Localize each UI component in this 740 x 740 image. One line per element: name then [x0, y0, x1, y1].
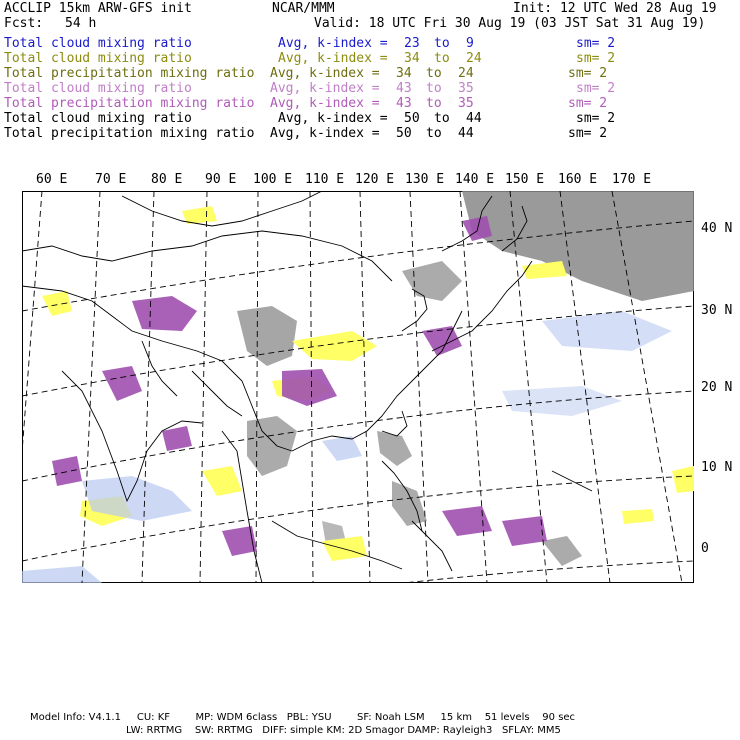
field-k-end: 24	[458, 66, 474, 81]
field-k-end: 35	[458, 96, 474, 111]
field-name: Total cloud mixing ratio	[4, 81, 192, 96]
longitude-label: 120 E	[355, 172, 395, 187]
map-panel	[22, 191, 694, 583]
field-name: Total cloud mixing ratio	[4, 36, 192, 51]
latitude-label: 0	[701, 541, 709, 556]
field-k-start: 34	[404, 51, 420, 66]
field-avg-label: Avg, k-index =	[270, 126, 380, 141]
field-k-end: 44	[466, 111, 482, 126]
field-k-start: 50	[404, 111, 420, 126]
field-name: Total precipitation mixing ratio	[4, 126, 255, 141]
longitude-label: 160 E	[558, 172, 598, 187]
field-name: Total cloud mixing ratio	[4, 51, 192, 66]
longitude-label: 170 E	[612, 172, 652, 187]
field-k-start: 50	[396, 126, 412, 141]
longitude-label: 150 E	[505, 172, 545, 187]
field-name: Total precipitation mixing ratio	[4, 66, 255, 81]
longitude-label: 100 E	[253, 172, 293, 187]
field-to: to	[426, 66, 442, 81]
field-k-start: 34	[396, 66, 412, 81]
field-to: to	[434, 111, 450, 126]
field-to: to	[426, 96, 442, 111]
center-label: NCAR/MMM	[272, 1, 335, 16]
field-to: to	[426, 81, 442, 96]
longitude-label: 110 E	[305, 172, 345, 187]
field-avg-label: Avg, k-index =	[270, 81, 380, 96]
field-smoothing: sm= 2	[568, 96, 608, 111]
field-k-start: 23	[404, 36, 420, 51]
field-k-end: 35	[458, 81, 474, 96]
longitude-label: 60 E	[36, 172, 68, 187]
longitude-label: 130 E	[405, 172, 445, 187]
field-smoothing: sm= 2	[576, 51, 616, 66]
field-to: to	[434, 51, 450, 66]
field-k-start: 43	[396, 81, 412, 96]
field-name: Total precipitation mixing ratio	[4, 96, 255, 111]
longitude-label: 140 E	[455, 172, 495, 187]
field-smoothing: sm= 2	[568, 126, 608, 141]
longitude-label: 70 E	[95, 172, 127, 187]
field-k-end: 24	[466, 51, 482, 66]
field-to: to	[426, 126, 442, 141]
field-k-end: 44	[458, 126, 474, 141]
field-smoothing: sm= 2	[576, 36, 616, 51]
field-contour-fill	[52, 456, 82, 486]
longitude-label: 90 E	[205, 172, 237, 187]
field-avg-label: Avg, k-index =	[270, 66, 380, 81]
field-avg-label: Avg, k-index =	[278, 36, 388, 51]
latitude-label: 20 N	[701, 380, 733, 395]
fcst-value: 54 h	[65, 16, 97, 31]
fcst-label: Fcst:	[4, 16, 44, 31]
field-smoothing: sm= 2	[576, 111, 616, 126]
valid-time: Valid: 18 UTC Fri 30 Aug 19 (03 JST Sat 31 Aug 19)	[314, 16, 706, 31]
field-to: to	[434, 36, 450, 51]
field-smoothing: sm= 2	[568, 66, 608, 81]
latitude-label: 40 N	[701, 221, 733, 236]
field-avg-label: Avg, k-index =	[270, 96, 380, 111]
field-k-end: 9	[466, 36, 474, 51]
model-info-line1: Model Info: V4.1.1 CU: KF MP: WDM 6class PBL: YSU SF: Noah LSM 15 km 51 levels 90 sec	[30, 712, 576, 723]
latitude-label: 30 N	[701, 303, 733, 318]
latitude-label: 10 N	[701, 460, 733, 475]
model-info-line2: LW: RRTMG SW: RRTMG DIFF: simple KM: 2D Smagor DAMP: Rayleigh3 SFLAY: MM5	[126, 725, 561, 736]
longitude-label: 80 E	[151, 172, 183, 187]
field-smoothing: sm= 2	[576, 81, 616, 96]
title: ACCLIP 15km ARW-GFS init	[4, 1, 192, 16]
field-avg-label: Avg, k-index =	[278, 51, 388, 66]
field-name: Total cloud mixing ratio	[4, 111, 192, 126]
field-k-start: 43	[396, 96, 412, 111]
field-avg-label: Avg, k-index =	[278, 111, 388, 126]
init-time: Init: 12 UTC Wed 28 Aug 19	[513, 1, 717, 16]
